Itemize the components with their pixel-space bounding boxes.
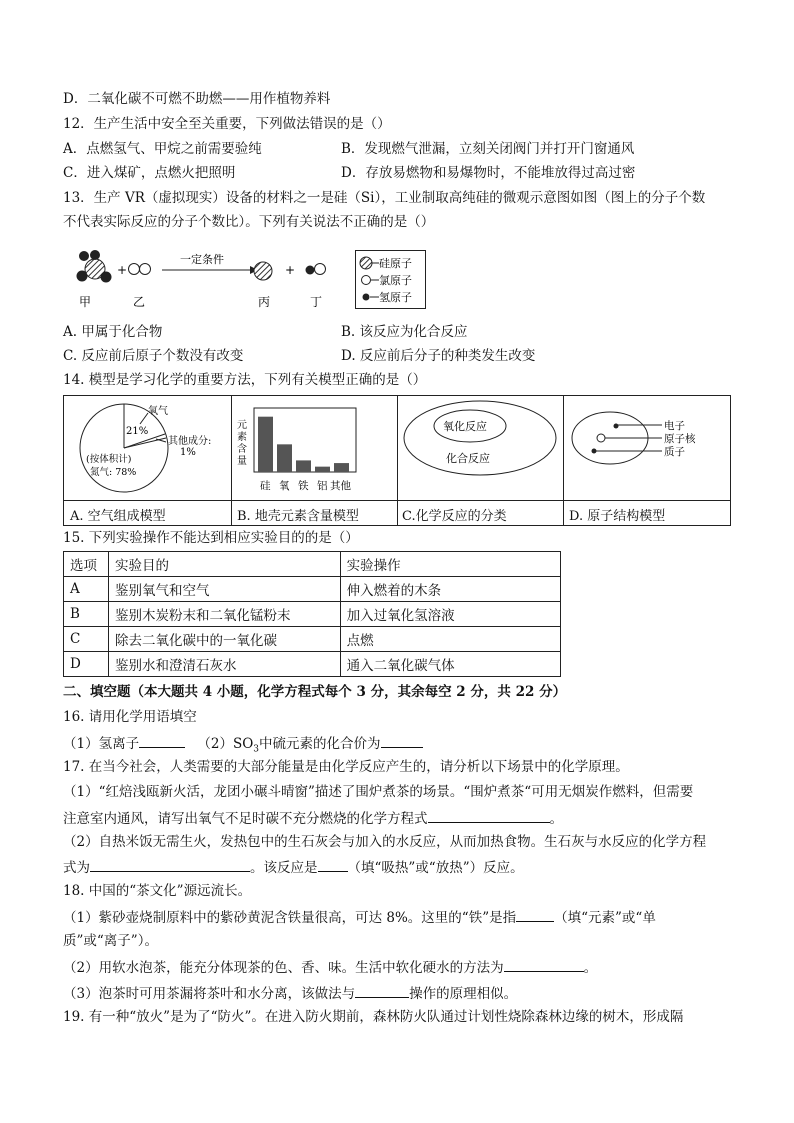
bar-0 [258, 417, 273, 472]
caption-c: C.化学反应的分类 [402, 509, 507, 524]
q13-option-a: A. 甲属于化合物 [63, 324, 163, 340]
table-row [64, 627, 561, 652]
legend-si: 硅原子 [379, 257, 412, 270]
header-cell: 选项 [64, 552, 109, 577]
q18-line-1a: （1）紫砂壶烧制原料中的紫砂黄泥含铁量很高，可达 8%。这里的“铁”是指 [63, 910, 517, 926]
table-cell: 通入二氧化碳气体 [340, 652, 560, 677]
q17-line-2 [63, 808, 563, 828]
q18-line-3a: （2）用软水泡茶，能充分体现茶的色、香、味。生活中软化硬水的方法为 [63, 960, 504, 976]
table-cell: B [64, 602, 109, 627]
q13-stem-1: 13．生产 VR（虚拟现实）设备的材料之一是硅（Si），工业制取高纯硅的微观示意图如图（图上的分子个数 [63, 190, 706, 206]
bar-2 [296, 460, 311, 472]
table-cell: 加入过氧化氢溶液 [340, 602, 560, 627]
crust-bar-chart [232, 398, 396, 498]
answer-blank[interactable] [428, 808, 550, 823]
pie-label-other: 其他成分: [168, 436, 212, 447]
section-2-title: 二、填空题（本大题共 4 小题，化学方程式每个 3 分，其余每空 2 分，共 22 分） [63, 684, 567, 700]
caption-a: A. 空气组成模型 [70, 509, 166, 524]
q18-line-4b: 操作的原理相似。 [409, 986, 518, 1002]
bar-ylabel-1: 素 [237, 432, 247, 443]
q17-line-4a: 式为 [63, 860, 90, 876]
q16-part1: （1）氢离子 [63, 736, 140, 752]
legend-cl: 氯原子 [379, 274, 412, 287]
plus-sign: + [285, 263, 296, 277]
bar-label-4: 其他 [330, 480, 351, 492]
q16-subscript: 3 [253, 744, 260, 755]
bar-label-0: 硅 [260, 480, 271, 492]
q18-stem: 18. 中国的“茶文化”源远流长。 [63, 883, 252, 899]
q16-part2-prefix: （2）SO [197, 736, 254, 752]
bar-ylabel-3: 量 [237, 456, 247, 467]
q16-stem: 16. 请用化学用语填空 [63, 709, 197, 725]
answer-blank[interactable] [504, 957, 584, 972]
table-cell: 除去二氧化碳中的一氧化碳 [108, 627, 340, 652]
table-cell: 鉴别木炭粉末和二氧化锰粉末 [108, 602, 340, 627]
answer-blank[interactable] [355, 983, 409, 998]
q12-option-c: C．进入煤矿，点燃火把照明 [63, 165, 236, 181]
molecule-bing [254, 262, 272, 280]
q12-option-d: D．存放易燃物和易爆物时，不能堆放得过高过密 [341, 165, 636, 181]
bar-ylabel-2: 含 [237, 444, 247, 455]
q13-option-b: B. 该反应为化合反应 [341, 324, 468, 340]
venn-outer-label: 化合反应 [446, 452, 490, 465]
pie-label-volume: (按体积计) [86, 454, 132, 465]
q16-part2-text: 中硫元素的化合价为 [259, 736, 381, 752]
label-jia: 甲 [79, 295, 92, 309]
bar-label-1: 氧 [279, 480, 290, 492]
venn-inner-label: 氧化反应 [443, 420, 487, 433]
q17-line-4 [63, 857, 524, 877]
plus-sign: + [117, 263, 128, 277]
q15-table [63, 551, 561, 677]
table-cell: D [64, 652, 109, 677]
air-pie-chart [68, 400, 228, 498]
molecule-jia [77, 250, 112, 283]
q17-line-4c: （填“吸热”或“放热”）反应。 [347, 860, 524, 876]
caption-b: B. 地壳元素含量模型 [237, 509, 359, 524]
caption-d: D. 原子结构模型 [569, 509, 666, 524]
q13-option-c: C. 反应前后原子个数没有改变 [63, 348, 244, 364]
q18-line-4a: （3）泡茶时可用茶漏将茶叶和水分离，该做法与 [63, 986, 356, 1002]
q13-stem-2: 不代表实际反应的分子个数比）。下列有关说法不正确的是（） [63, 214, 435, 230]
header-cell: 实验目的 [108, 552, 340, 577]
header-cell: 实验操作 [340, 552, 560, 577]
q17-line-2-text: 注意室内通风，请写出氧气不足时碳不充分燃烧的化学方程式 [63, 811, 428, 827]
q13-option-d: D. 反应前后分子的种类发生改变 [341, 348, 536, 364]
answer-blank[interactable] [90, 857, 250, 872]
q14-stem: 14. 模型是学习化学的重要方法，下列有关模型正确的是（） [63, 372, 427, 388]
q19-stem: 19. 有一种“放火”是为了“防火”。在进入防火期前，森林防火队通过计划性烧除森林边缘的树木，形成隔 [63, 1009, 684, 1025]
table-header-row [64, 552, 561, 577]
pie-label-o2: 氧气 [148, 406, 168, 417]
q17-stem: 17. 在当今社会，人类需要的大部分能量是由化学反应产生的，请分析以下场景中的化学原理。 [63, 759, 629, 775]
pie-label-21: 21% [126, 426, 149, 437]
table-row [64, 652, 561, 677]
bar-4 [334, 463, 349, 472]
bar-1 [277, 444, 292, 472]
q17-line-3: （2）自热米饭无需生火，发热包中的生石灰会与加入的水反应，从而加热食物。生石灰与水反应的化学方程 [63, 834, 707, 850]
bar-label-3: 铝 [317, 480, 328, 492]
label-ding: 丁 [310, 295, 323, 309]
q12-stem: 12．生产生活中安全至关重要，下列做法错误的是（） [63, 116, 391, 132]
q18-line-3 [63, 957, 597, 977]
atom-legend [355, 250, 427, 310]
q16-line [63, 733, 423, 759]
q12-option-a: A．点燃氢气、甲烷之前需要验纯 [63, 141, 262, 157]
legend-h: 氢原子 [379, 291, 412, 304]
answer-blank[interactable] [139, 733, 185, 748]
q18-line-4 [63, 983, 517, 1003]
q18-line-2: 质”或“离子”）。 [63, 933, 158, 949]
q18-line-1b: （填“元素”或“单 [554, 910, 656, 926]
table-cell: A [64, 577, 109, 602]
q17-line-4b: 。该反应是 [250, 860, 318, 876]
q18-line-1 [63, 907, 656, 927]
bar-ylabel-0: 元 [237, 420, 247, 431]
table-cell: 点燃 [340, 627, 560, 652]
table-cell: 鉴别氧气和空气 [108, 577, 340, 602]
table-row [64, 602, 561, 627]
q17-line-1: （1）“红焙浅瓯新火活，龙团小碾斗晴窗”描述了围炉煮茶的场景。“围炉煮茶“可用无烟炭作燃料，但需要 [63, 784, 694, 800]
q12-option-b: B．发现燃气泄漏，立刻关闭阀门并打开门窗通风 [341, 141, 635, 157]
atom-label-electron: 电子 [664, 420, 685, 432]
atom-label-proton: 质子 [664, 446, 685, 458]
q14-model-table [63, 395, 731, 526]
label-yi: 乙 [133, 295, 146, 309]
table-cell: 鉴别水和澄清石灰水 [108, 652, 340, 677]
bar-3 [315, 467, 330, 472]
q11-option-d: D．二氧化碳不可燃不助燃——用作植物养料 [63, 91, 331, 107]
reaction-classification-diagram [398, 398, 562, 498]
atom-structure-diagram [564, 398, 728, 498]
bar-label-2: 铁 [298, 480, 309, 492]
q15-stem: 15. 下列实验操作不能达到相应实验目的的是（） [63, 530, 359, 546]
answer-blank[interactable] [381, 733, 423, 748]
pie-label-other-pct: 1% [180, 447, 196, 458]
table-cell: 伸入燃着的木条 [340, 577, 560, 602]
pie-label-n2: 氮气: 78% [90, 467, 137, 478]
answer-blank[interactable] [516, 907, 554, 922]
table-row [64, 577, 561, 602]
table-cell: C [64, 627, 109, 652]
q18-line-3b: 。 [583, 960, 598, 976]
answer-blank[interactable] [318, 857, 348, 872]
reaction-condition: 一定条件 [180, 253, 224, 266]
atom-label-nucleus: 原子核 [664, 433, 696, 445]
molecule-yi [129, 264, 151, 275]
label-bing: 丙 [258, 295, 271, 309]
molecule-ding [306, 264, 326, 275]
q17-line-2-end: 。 [549, 811, 563, 827]
